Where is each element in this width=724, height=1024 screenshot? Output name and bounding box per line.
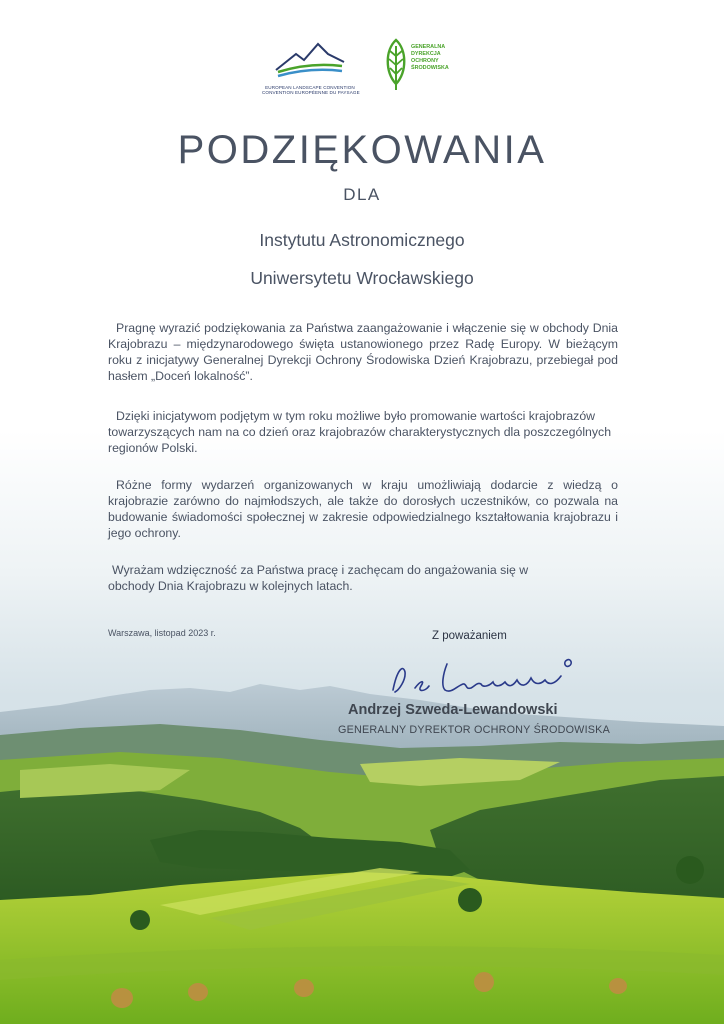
handwritten-signature [385,650,585,698]
body-paragraph-3: Różne formy wydarzeń organizowanych w kraju umożliwiają dodarcie z wiedzą o krajobrazie zarówno do najmłodszych, ale także do dorosłych uczestników, co pozwala na budowanie świadomości społecznej w zakresie odpowiedzialnego kształtowania krajobrazu i jego ochrony. [108,478,618,540]
page-title: PODZIĘKOWANIA [177,128,547,172]
signer-name: Andrzej Szweda-Lewandowski [348,702,558,718]
gdos-caption: GENERALNA DYREKCJA OCHRONY ŚRODOWISKA [411,44,449,71]
recipient-line-2: Uniwersytetu Wrocławskiego [250,268,474,288]
body-paragraph-1: Pragnę wyrazić podziękowania za Państwa zaangażowanie i włączenie się w obchody Dnia Krajobrazu – międzynarodowego święta ustanowionego przez Radę Europy. W bieżącym roku z inicjatywy Generalnej Dyrekcji Ochrony Środowiska Dzień Krajobrazu, przebiegał pod hasłem „Doceń lokalność”. [108,321,618,383]
elc-caption-fr: CONVENTION EUROPÉENNE DU PAYSAGE [262,90,360,96]
date-place: Warszawa, listopad 2023 r. [108,628,216,638]
gdos-logo [383,38,473,96]
body-paragraph-2: Dzięki inicjatywom podjętym w tym roku możliwe było promowanie wartości krajobrazów towarzyszących nam na co dzień oraz krajobrazów charakterystycznych dla poszczególnych regionów Polski. [108,409,612,455]
recipient-line-1: Instytutu Astronomicznego [259,230,465,250]
subtitle: DLA [343,185,381,204]
body-paragraph-4: Wyrażam wdzięczność za Państwa pracę i zachęcam do angażowania się w obchody Dnia Krajobrazu w kolejnych latach. [108,563,529,593]
elc-caption-en: EUROPEAN LANDSCAPE CONVENTION [265,85,355,90]
signer-title: GENERALNY DYREKTOR OCHRONY ŚRODOWISKA [338,724,610,736]
european-landscape-convention-logo [262,40,358,98]
mountain-icon [274,40,346,80]
leaf-icon [383,38,409,92]
logos-header [0,38,724,98]
closing-regards: Z poważaniem [432,630,507,642]
